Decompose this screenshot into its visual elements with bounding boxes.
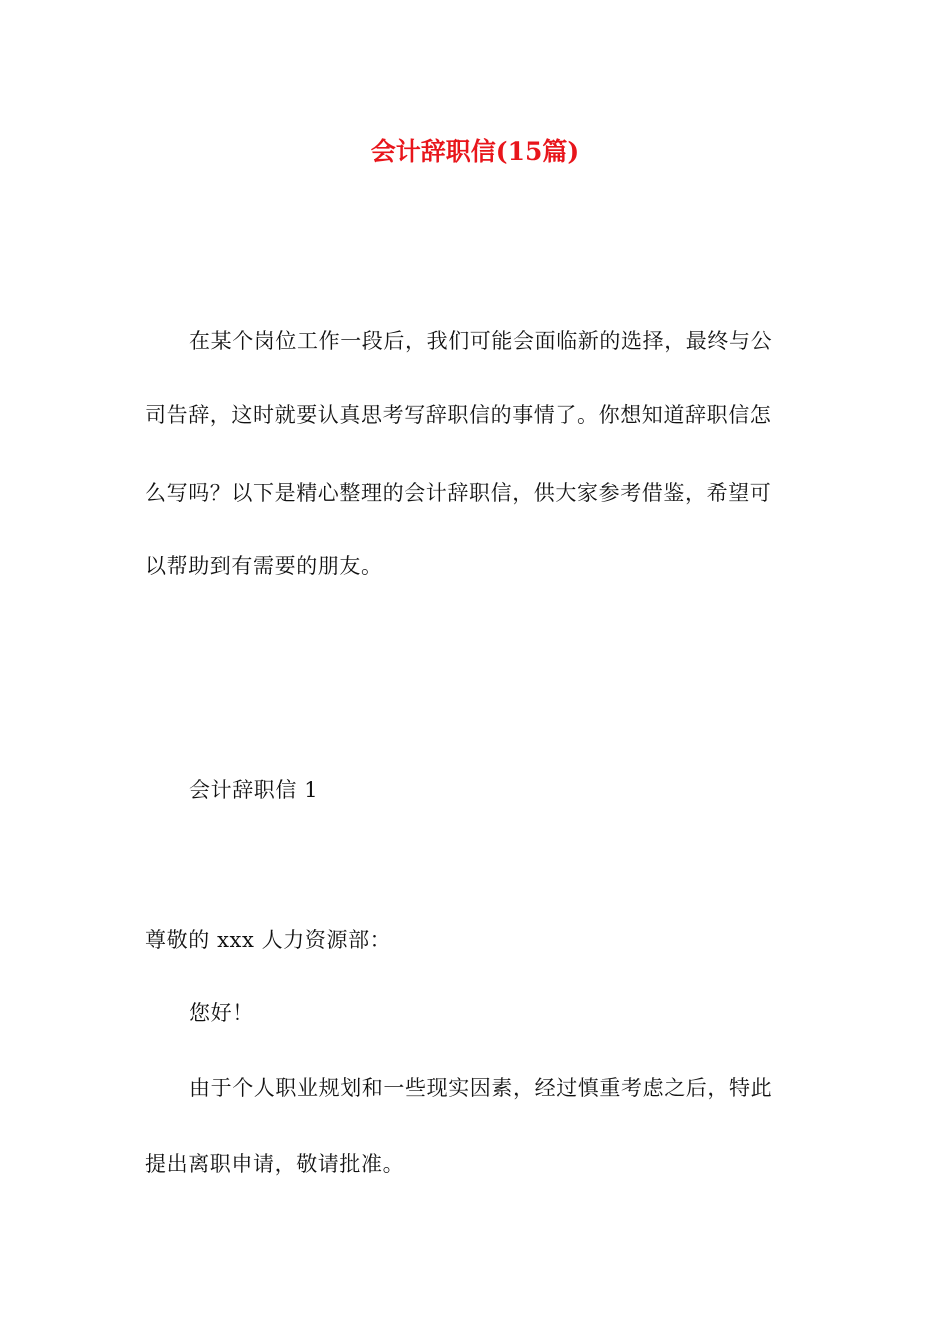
greeting: 您好！ bbox=[189, 1001, 254, 1025]
salutation: 尊敬的 xxx 人力资源部： bbox=[145, 928, 392, 952]
body-line-2: 提出离职申请，敬请批准。 bbox=[145, 1152, 405, 1176]
intro-line-1: 在某个岗位工作一段后，我们可能会面临新的选择，最终与公 bbox=[189, 329, 773, 353]
intro-line-3: 么写吗？以下是精心整理的会计辞职信，供大家参考借鉴，希望可 bbox=[145, 481, 772, 505]
intro-line-4: 以帮助到有需要的朋友。 bbox=[145, 554, 383, 578]
intro-line-2: 司告辞，这时就要认真思考写辞职信的事情了。你想知道辞职信怎 bbox=[145, 403, 772, 427]
section-heading: 会计辞职信 1 bbox=[189, 778, 319, 802]
document-title: 会计辞职信(15篇) bbox=[370, 137, 580, 166]
body-line-1: 由于个人职业规划和一些现实因素，经过慎重考虑之后，特此 bbox=[189, 1076, 773, 1100]
